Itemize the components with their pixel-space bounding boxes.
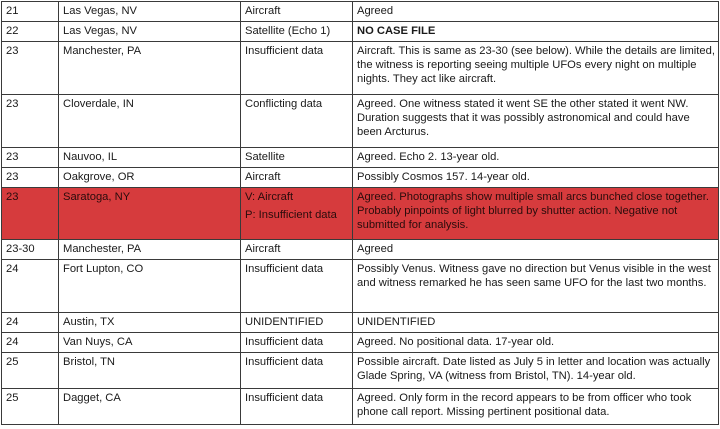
day-cell: 24 xyxy=(2,313,59,333)
table-row xyxy=(2,168,719,188)
evaluation-cell: Satellite xyxy=(241,148,353,168)
table-row xyxy=(2,353,719,389)
location-cell: Manchester, PA xyxy=(59,240,241,260)
day-cell: 21 xyxy=(2,2,59,22)
day-cell: 23 xyxy=(2,42,59,95)
notes-cell: Agreed. Echo 2. 13-year old. xyxy=(353,148,719,168)
notes-cell: Agreed. Only form in the record appears to be from officer who took phone call report. Missing pertinent positional data. xyxy=(353,389,719,425)
location-cell: Nauvoo, IL xyxy=(59,148,241,168)
location-cell: Bristol, TN xyxy=(59,353,241,389)
evaluation-cell: Satellite (Echo 1) xyxy=(241,22,353,42)
evaluation-cell: Insufficient data xyxy=(241,260,353,313)
evaluation-cell: Aircraft xyxy=(241,240,353,260)
table-row xyxy=(2,389,719,425)
evaluation-cell: Insufficient data xyxy=(241,333,353,353)
table-row xyxy=(2,148,719,168)
location-cell: Manchester, PA xyxy=(59,42,241,95)
table-row xyxy=(2,333,719,353)
notes-cell: Agreed xyxy=(353,2,719,22)
notes-cell: Agreed. Photographs show multiple small arcs bunched close together. Probably pinpoints of light blurred by shutter action. Negative not submitted for analysis. xyxy=(353,188,719,240)
notes-cell: Possibly Cosmos 157. 14-year old. xyxy=(353,168,719,188)
notes-cell: Aircraft. This is same as 23-30 (see below). While the details are limited, the witness is reporting seeing multiple UFOs every night on multiple nights. They act like aircraft. xyxy=(353,42,719,95)
notes-cell: Possible aircraft. Date listed as July 5 in letter and location was actually Glade Spring, VA (witness from Bristol, TN). 14-year old. xyxy=(353,353,719,389)
notes-cell: Agreed xyxy=(353,240,719,260)
table-row xyxy=(2,95,719,148)
notes-cell: Agreed. No positional data. 17-year old. xyxy=(353,333,719,353)
day-cell: 23 xyxy=(2,148,59,168)
location-cell: Dagget, CA xyxy=(59,389,241,425)
notes-cell: UNIDENTIFIED xyxy=(353,313,719,333)
table-row xyxy=(2,22,719,42)
location-cell: Van Nuys, CA xyxy=(59,333,241,353)
evaluation-visual: V: Aircraft xyxy=(245,191,294,203)
day-cell: 23 xyxy=(2,95,59,148)
evaluation-cell: Aircraft xyxy=(241,2,353,22)
location-cell: Las Vegas, NV xyxy=(59,22,241,42)
evaluation-cell: Insufficient data xyxy=(241,353,353,389)
table-row xyxy=(2,240,719,260)
day-cell: 24 xyxy=(2,260,59,313)
evaluation-cell: Conflicting data xyxy=(241,95,353,148)
case-table xyxy=(1,1,719,425)
evaluation-cell: Aircraft xyxy=(241,168,353,188)
notes-cell: Possibly Venus. Witness gave no direction but Venus visible in the west and witness remarked he has seen same UFO for the last two months. xyxy=(353,260,719,313)
location-cell: Las Vegas, NV xyxy=(59,2,241,22)
table-row xyxy=(2,260,719,313)
location-cell: Oakgrove, OR xyxy=(59,168,241,188)
location-cell: Fort Lupton, CO xyxy=(59,260,241,313)
day-cell: 23-30 xyxy=(2,240,59,260)
day-cell: 23 xyxy=(2,168,59,188)
table-row xyxy=(2,42,719,95)
table-row xyxy=(2,2,719,22)
table-row xyxy=(2,313,719,333)
notes-cell: Agreed. One witness stated it went SE the other stated it went NW. Duration suggests that it was possibly astronomical and could have been Arcturus. xyxy=(353,95,719,148)
table-row-highlighted xyxy=(2,188,719,240)
notes-cell: NO CASE FILE xyxy=(353,22,719,42)
location-cell: Cloverdale, IN xyxy=(59,95,241,148)
evaluation-photo: P: Insufficient data xyxy=(245,209,337,222)
day-cell: 25 xyxy=(2,389,59,425)
evaluation-cell: Insufficient data xyxy=(241,42,353,95)
evaluation-cell xyxy=(241,188,353,240)
day-cell: 24 xyxy=(2,333,59,353)
day-cell: 25 xyxy=(2,353,59,389)
day-cell: 23 xyxy=(2,188,59,240)
location-cell: Austin, TX xyxy=(59,313,241,333)
day-cell: 22 xyxy=(2,22,59,42)
evaluation-cell: Insufficient data xyxy=(241,389,353,425)
location-cell: Saratoga, NY xyxy=(59,188,241,240)
evaluation-cell: UNIDENTIFIED xyxy=(241,313,353,333)
